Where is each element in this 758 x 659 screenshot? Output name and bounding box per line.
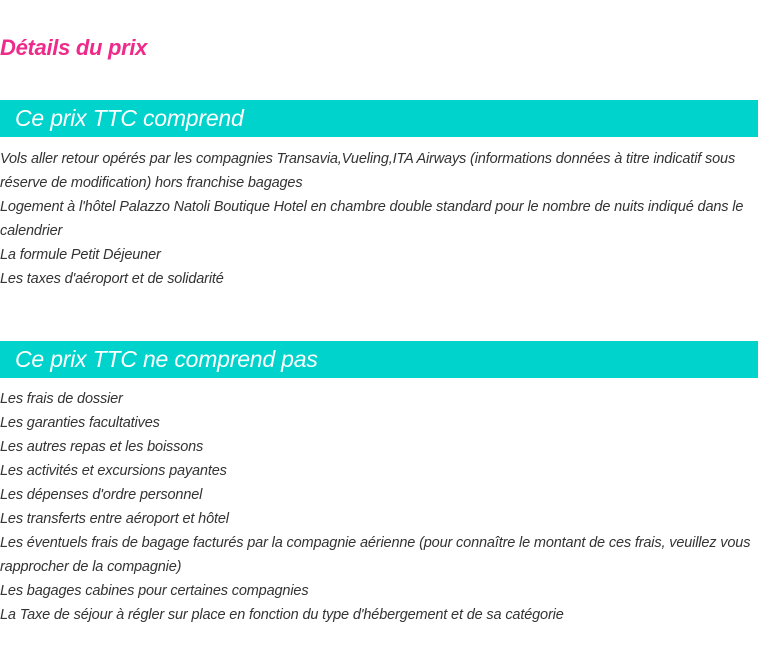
includes-item: Les taxes d'aéroport et de solidarité <box>0 271 224 287</box>
includes-list <box>0 147 758 291</box>
excludes-heading: Ce prix TTC ne comprend pas <box>15 346 318 372</box>
excludes-list <box>0 387 758 627</box>
page-title: Détails du prix <box>0 34 148 60</box>
excludes-item: Les transferts entre aéroport et hôtel <box>0 511 229 527</box>
includes-section-header <box>0 100 758 137</box>
excludes-item: Les frais de dossier <box>0 391 123 407</box>
excludes-item: Les dépenses d'ordre personnel <box>0 487 203 503</box>
includes-item: Vols aller retour opérés par les compagnies Transavia,Vueling,ITA Airways (informations données à titre indicatif sous réserve de modification) hors franchise bagages <box>0 151 736 191</box>
excludes-item: Les autres repas et les boissons <box>0 439 204 455</box>
excludes-item: Les éventuels frais de bagage facturés par la compagnie aérienne (pour connaître le montant de ces frais, veuillez vous rapprocher de la compagnie) <box>0 535 751 575</box>
includes-item: Logement à l'hôtel Palazzo Natoli Boutique Hotel en chambre double standard pour le nombre de nuits indiqué dans le calendrier <box>0 199 744 239</box>
excludes-section-header <box>0 341 758 378</box>
excludes-item: La Taxe de séjour à régler sur place en fonction du type d'hébergement et de sa catégorie <box>0 607 564 623</box>
excludes-item: Les activités et excursions payantes <box>0 463 227 479</box>
includes-item: La formule Petit Déjeuner <box>0 247 161 263</box>
includes-heading: Ce prix TTC comprend <box>15 105 244 131</box>
excludes-item: Les bagages cabines pour certaines compagnies <box>0 583 309 599</box>
excludes-item: Les garanties facultatives <box>0 415 160 431</box>
